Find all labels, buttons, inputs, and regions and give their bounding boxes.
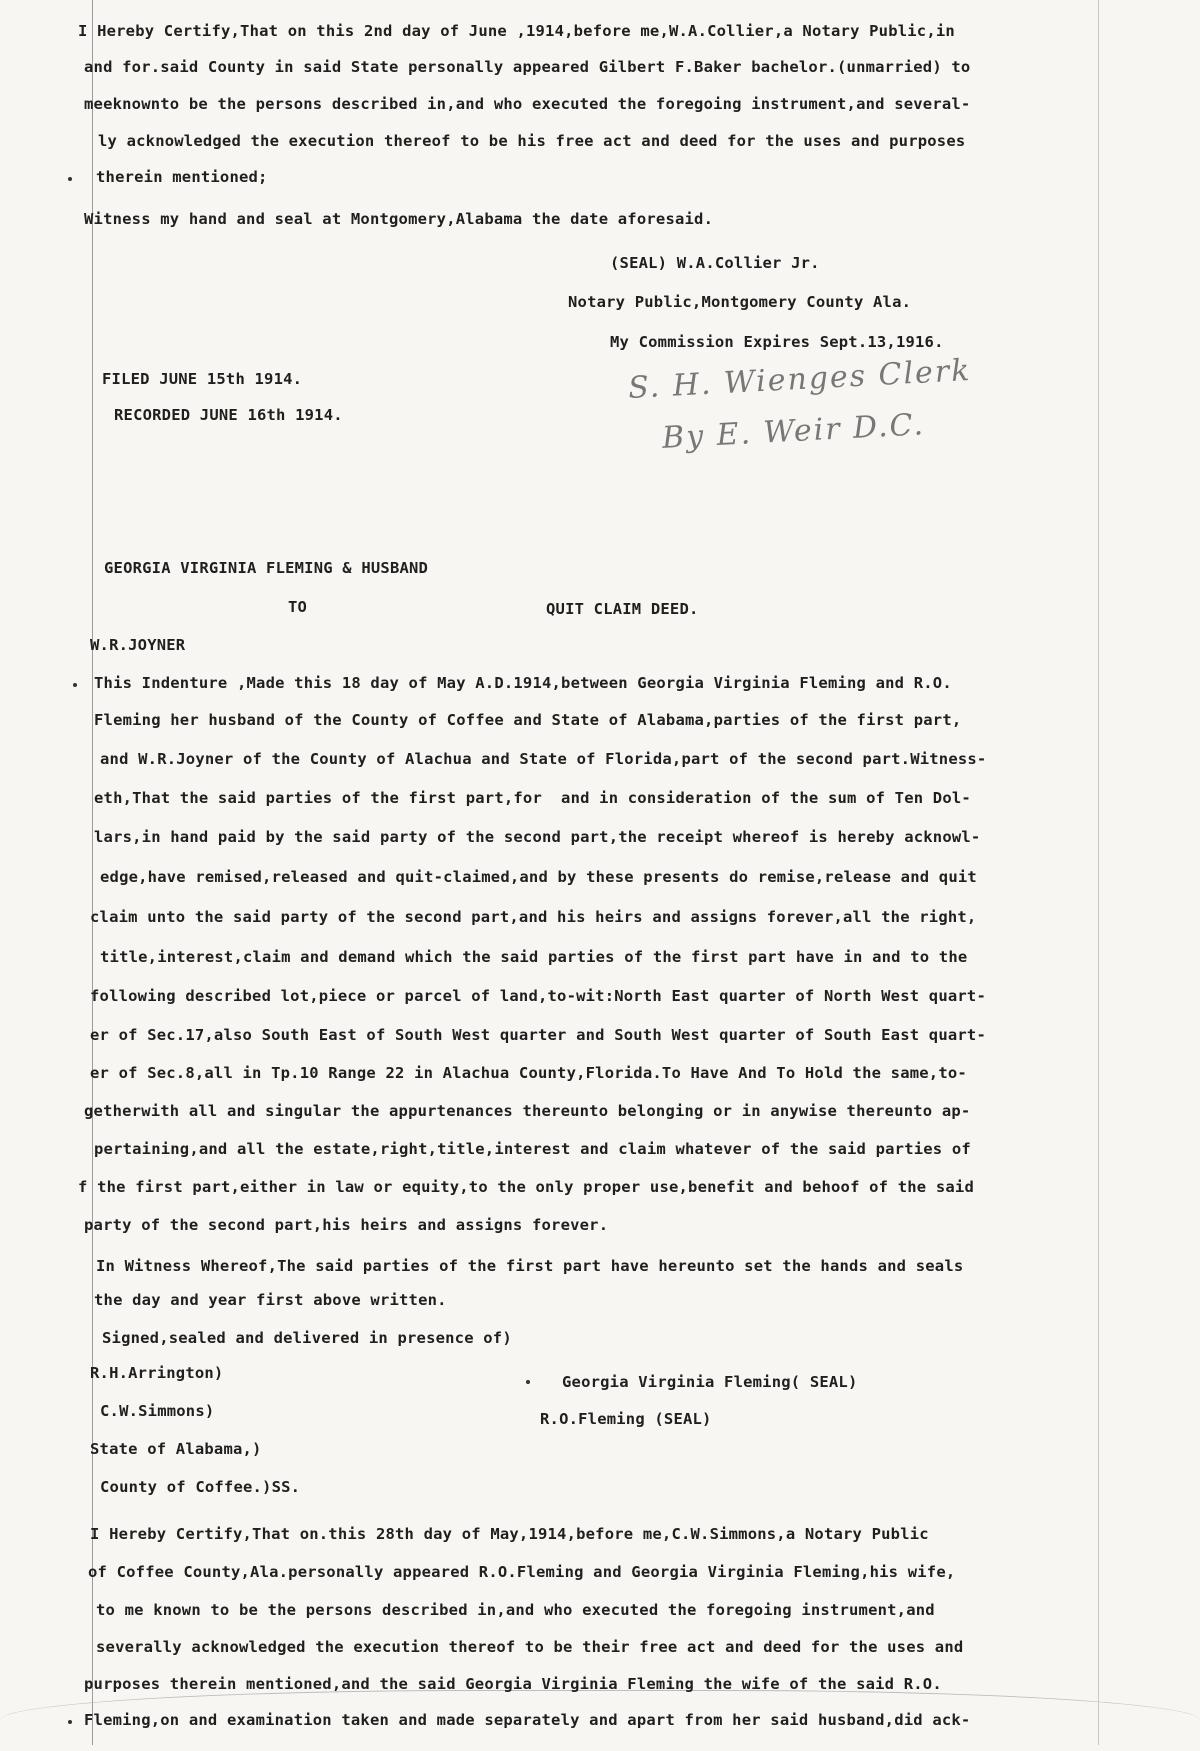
certificate-bottom-line-1: I Hereby Certify,That on.this 28th day of May,1914,before me,C.W.Simmons,a Notary Public	[90, 1525, 929, 1543]
deed-body-line-13: pertaining,and all the estate,right,title,interest and claim whatever of the said parties of	[94, 1140, 971, 1158]
deed-body-line-11: er of Sec.8,all in Tp.10 Range 22 in Alachua County,Florida.To Have And To Hold the same,to-	[90, 1064, 967, 1082]
notary-seal-line: (SEAL) W.A.Collier Jr.	[610, 254, 820, 272]
certificate-top-line-1: I Hereby Certify,That on this 2nd day of June ,1914,before me,W.A.Collier,a Notary Public,in	[78, 22, 955, 40]
margin-dot	[73, 683, 77, 687]
certificate-bottom-line-3: to me known to be the persons described in,and who executed the foregoing instrument,and	[96, 1601, 935, 1619]
certificate-top-line-2: and for.said County in said State personally appeared Gilbert F.Baker bachelor.(unmarried) to	[84, 58, 971, 76]
notary-title: Notary Public,Montgomery County Ala.	[568, 293, 912, 311]
certificate-top-line-5: therein mentioned;	[96, 168, 268, 186]
notary-commission: My Commission Expires Sept.13,1916.	[610, 333, 944, 351]
deed-grantee: W.R.JOYNER	[90, 636, 186, 654]
margin-dot	[68, 177, 72, 181]
deed-body-line-9: following described lot,piece or parcel of land,to-wit:North East quarter of North West quart-	[90, 987, 986, 1005]
margin-dot	[68, 1720, 72, 1724]
right-margin-rule	[1098, 0, 1099, 1745]
certificate-bottom-line-4: severally acknowledged the execution thereof to be their free act and deed for the uses and	[96, 1638, 964, 1656]
recorded-stamp: RECORDED JUNE 16th 1914.	[114, 406, 343, 424]
deed-body-line-15: party of the second part,his heirs and assigns forever.	[84, 1216, 609, 1234]
deed-body-line-8: title,interest,claim and demand which the said parties of the first part have in and to the	[100, 948, 968, 966]
margin-dot	[526, 1380, 530, 1384]
signer-2: R.O.Fleming (SEAL)	[540, 1410, 712, 1428]
venue-county: County of Coffee.)SS.	[100, 1478, 301, 1496]
deed-grantor: GEORGIA VIRGINIA FLEMING & HUSBAND	[104, 559, 429, 577]
deed-body-line-7: claim unto the said party of the second part,and his heirs and assigns forever,all the right,	[90, 908, 977, 926]
venue-state: State of Alabama,)	[90, 1440, 262, 1458]
deed-body-line-3: and W.R.Joyner of the County of Alachua and State of Florida,part of the second part.Witness-	[100, 750, 987, 768]
certificate-bottom-line-5: purposes therein mentioned,and the said Georgia Virginia Fleming the wife of the said R.O.	[84, 1675, 942, 1693]
certificate-top-line-6: Witness my hand and seal at Montgomery,Alabama the date aforesaid.	[84, 210, 714, 228]
clerk-signature: S. H. Wienges Clerk	[627, 353, 973, 406]
deed-body-line-1: This Indenture ,Made this 18 day of May A.D.1914,between Georgia Virginia Fleming and R.O.	[94, 674, 952, 692]
witness-2: C.W.Simmons)	[100, 1402, 215, 1420]
deed-body-line-14: f the first part,either in law or equity,to the only proper use,benefit and behoof of the said	[78, 1178, 974, 1196]
deed-body-line-2: Fleming her husband of the County of Coffee and State of Alabama,parties of the first part,	[94, 711, 962, 729]
deed-body-line-12: getherwith all and singular the appurtenances thereunto belonging or in anywise thereunto ap-	[84, 1102, 971, 1120]
certificate-top-line-4: ly acknowledged the execution thereof to be his free act and deed for the uses and purposes	[98, 132, 966, 150]
deputy-signature: By E. Weir D.C.	[661, 407, 926, 456]
deed-body-line-5: lars,in hand paid by the said party of the second part,the receipt whereof is hereby acknowl-	[94, 828, 981, 846]
certificate-top-line-3: meeknownto be the persons described in,and who executed the foregoing instrument,and several-	[84, 95, 971, 113]
deed-body-line-16: In Witness Whereof,The said parties of the first part have hereunto set the hands and seals	[96, 1257, 964, 1275]
deed-to: TO	[288, 598, 308, 616]
deed-body-line-17: the day and year first above written.	[94, 1291, 447, 1309]
signer-1: Georgia Virginia Fleming( SEAL)	[562, 1373, 858, 1391]
left-margin-rule	[92, 0, 93, 1745]
deed-body-line-6: edge,have remised,released and quit-claimed,and by these presents do remise,release and quit	[100, 868, 977, 886]
deed-type-title: QUIT CLAIM DEED.	[546, 600, 699, 618]
deed-body-line-18: Signed,sealed and delivered in presence of)	[102, 1329, 512, 1347]
filed-stamp: FILED JUNE 15th 1914.	[102, 370, 303, 388]
certificate-bottom-line-6: Fleming,on and examination taken and made separately and apart from her said husband,did ack-	[84, 1711, 971, 1729]
certificate-bottom-line-2: of Coffee County,Ala.personally appeared R.O.Fleming and Georgia Virginia Fleming,his wife,	[88, 1563, 956, 1581]
deed-body-line-10: er of Sec.17,also South East of South West quarter and South West quarter of South East quart-	[90, 1026, 986, 1044]
deed-body-line-4: eth,That the said parties of the first part,for and in consideration of the sum of Ten Dol-	[94, 789, 971, 807]
witness-1: R.H.Arrington)	[90, 1364, 224, 1382]
